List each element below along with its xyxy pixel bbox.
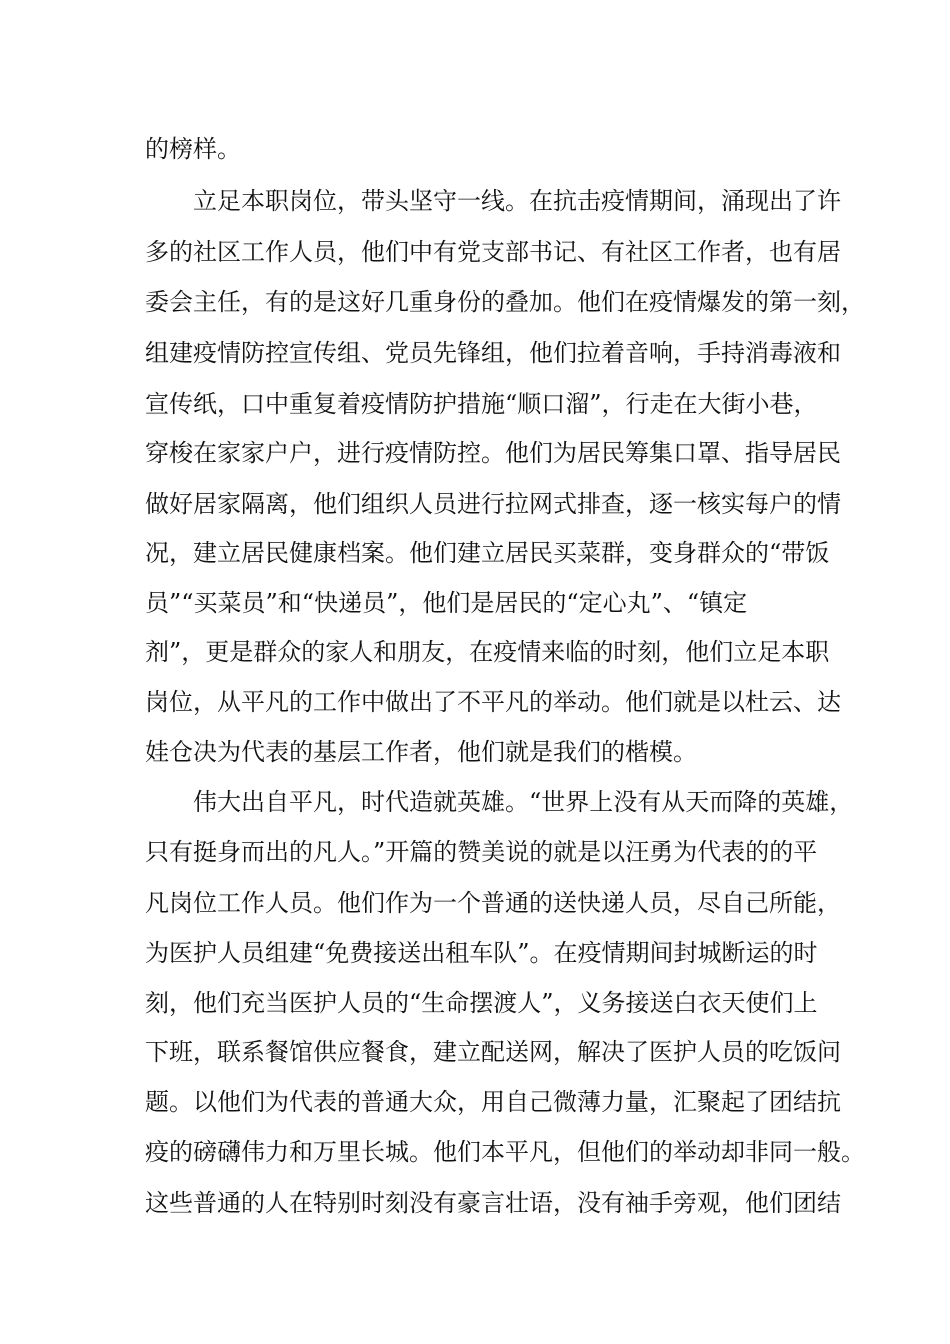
text-line: 穿梭在家家户户，进行疫情防控。他们为居民筹集口罩、指导居民 <box>145 439 841 467</box>
text-line: 疫的磅礴伟力和万里长城。他们本平凡，但他们的举动却非同一般。 <box>145 1138 865 1166</box>
text-line: 凡岗位工作人员。他们作为一个普通的送快递人员，尽自己所能， <box>145 889 841 917</box>
text-line: 做好居家隔离，他们组织人员进行拉网式排查，逐一核实每户的情 <box>145 490 841 518</box>
text-line: 这些普通的人在特别时刻没有豪言壮语，没有袖手旁观，他们团结 <box>145 1189 841 1217</box>
text-line: 娃仓决为代表的基层工作者，他们就是我们的楷模。 <box>145 738 697 766</box>
text-line: 组建疫情防控宣传组、党员先锋组，他们拉着音响，手持消毒液和 <box>145 339 841 367</box>
text-line: 委会主任，有的是这好几重身份的叠加。他们在疫情爆发的第一刻， <box>145 288 865 316</box>
text-line: 况，建立居民健康档案。他们建立居民买菜群，变身群众的“带饭 <box>145 539 830 567</box>
text-line: 剂”，更是群众的家人和朋友，在疫情来临的时刻，他们立足本职 <box>145 638 830 666</box>
text-line: 下班，联系餐馆供应餐食，建立配送网，解决了医护人员的吃饭问 <box>145 1038 841 1066</box>
text-line: 岗位，从平凡的工作中做出了不平凡的举动。他们就是以杜云、达 <box>145 688 841 716</box>
text-line: 题。以他们为代表的普通大众，用自己微薄力量，汇聚起了团结抗 <box>145 1088 841 1116</box>
paragraph-start-line: 伟大出自平凡，时代造就英雄。“世界上没有从天而降的英雄， <box>193 788 854 816</box>
paragraph-start-line: 立足本职岗位，带头坚守一线。在抗击疫情期间，涌现出了许 <box>193 187 841 215</box>
text-line: 刻，他们充当医护人员的“生命摆渡人”，义务接送白衣天使们上 <box>145 989 818 1017</box>
text-line: 多的社区工作人员，他们中有党支部书记、有社区工作者，也有居 <box>145 238 841 266</box>
text-line: 的榜样。 <box>145 135 241 163</box>
text-line: 宣传纸，口中重复着疫情防护措施“顺口溜”，行走在大街小巷， <box>145 390 818 418</box>
text-line: 为医护人员组建“免费接送出租车队”。在疫情期间封城断运的时 <box>145 939 818 967</box>
text-line: 员”“买菜员”和“快递员”，他们是居民的“定心丸”、“镇定 <box>145 589 748 617</box>
text-line: 只有挺身而出的凡人。”开篇的赞美说的就是以汪勇为代表的的平 <box>145 838 818 866</box>
